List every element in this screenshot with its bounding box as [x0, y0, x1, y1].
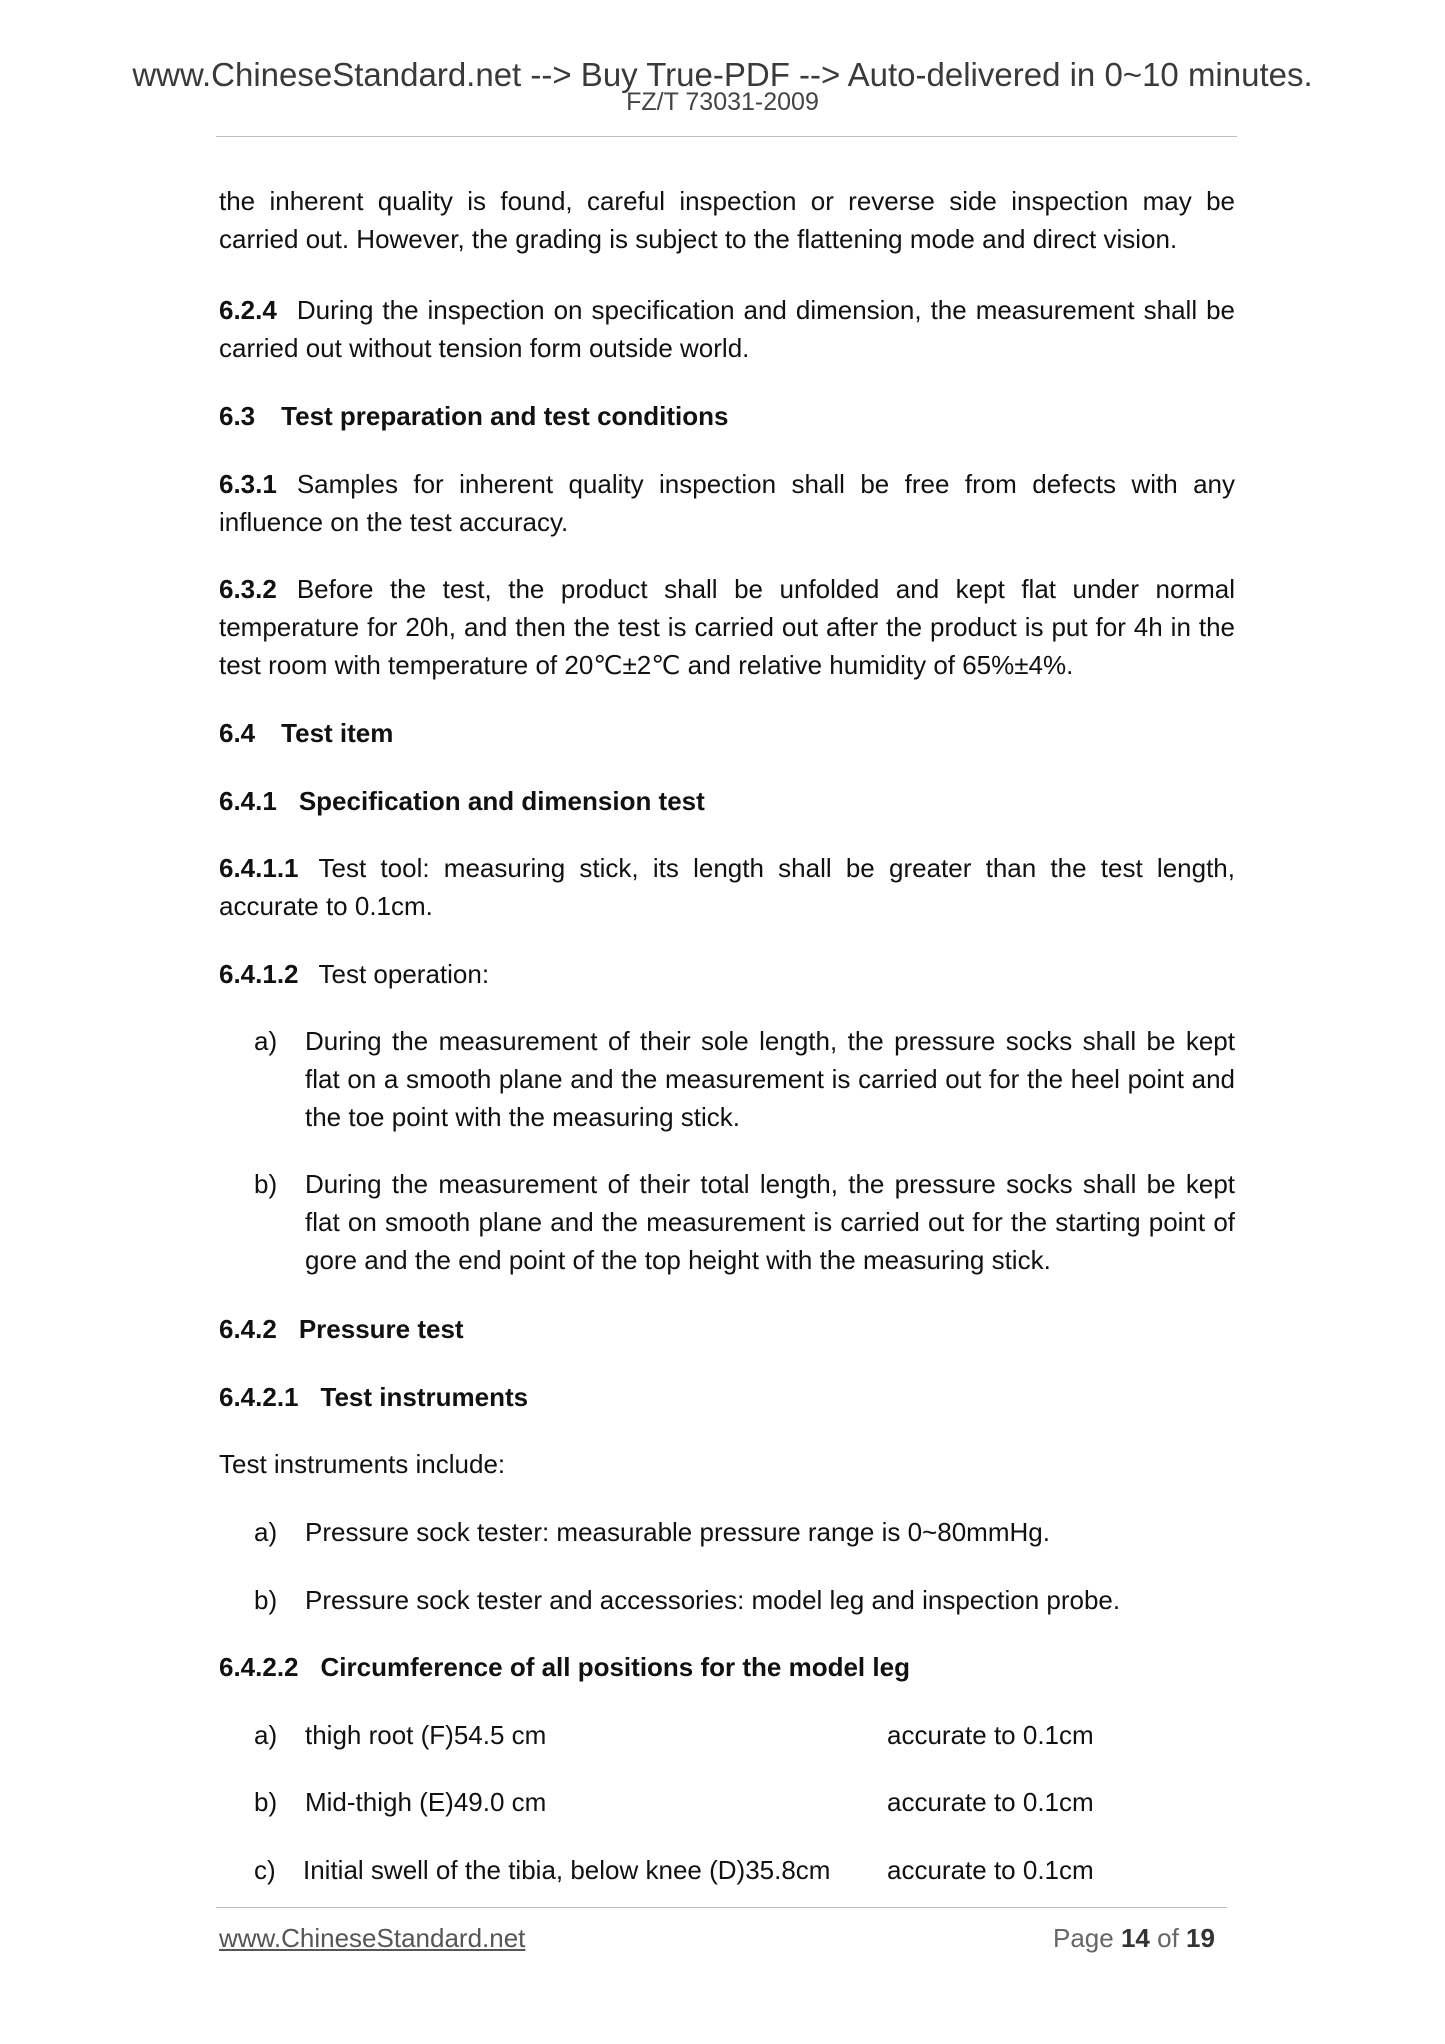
- clause-6-4-1-1: [219, 849, 1235, 925]
- heading-6-4-2-1: [219, 1378, 528, 1416]
- continued-paragraph: the inherent quality is found, careful inspection or reverse side inspection may be carried out. However, the grading is subject to the flattening mode and direct vision.: [219, 186, 1235, 254]
- page-indicator: [1053, 1919, 1215, 1957]
- heading-6-4-2-2: [219, 1648, 910, 1686]
- clause-6-3-2: [219, 570, 1235, 684]
- list-text: Pressure sock tester and accessories: model leg and inspection probe.: [305, 1585, 1121, 1615]
- heading-title: Circumference of all positions for the model leg: [320, 1652, 910, 1682]
- heading-6-3: [219, 397, 729, 435]
- list-item: [219, 1165, 1235, 1279]
- clause-number: 6.3.1: [219, 469, 277, 499]
- heading-number: 6.3: [219, 401, 256, 431]
- header-divider: [216, 136, 1237, 137]
- heading-title: Specification and dimension test: [298, 786, 705, 816]
- list-marker: a): [254, 1517, 278, 1547]
- list-item: [219, 1581, 1235, 1619]
- list-item: [219, 1022, 1235, 1136]
- accuracy-text: accurate to 0.1cm: [887, 1720, 1094, 1750]
- instruments-intro: Test instruments include:: [219, 1449, 506, 1479]
- accuracy-text: accurate to 0.1cm: [887, 1855, 1094, 1885]
- heading-6-4: [219, 714, 393, 752]
- accuracy-text: accurate to 0.1cm: [887, 1787, 1094, 1817]
- page-label: Page: [1053, 1923, 1114, 1953]
- list-marker: b): [254, 1169, 278, 1199]
- circumference-text: Initial swell of the tibia, below knee (D)35.8cm: [303, 1855, 831, 1885]
- clause-6-2-4: [219, 291, 1235, 367]
- clause-number: 6.2.4: [219, 295, 277, 325]
- footer-divider: [216, 1907, 1227, 1908]
- clause-text: Before the test, the product shall be unfolded and kept flat under normal temperature for 20h, and then the test is carried out after the product is put for 4h in the test room with temperature of 20℃±2℃ and relative humidity of 65%±4%.: [219, 574, 1235, 680]
- heading-title: Pressure test: [298, 1314, 464, 1344]
- heading-6-4-2: [219, 1310, 464, 1348]
- clause-text: Test tool: measuring stick, its length shall be greater than the test length, accurate to 0.1cm.: [219, 853, 1235, 921]
- page-current: 14: [1120, 1923, 1150, 1953]
- heading-title: Test instruments: [320, 1382, 529, 1412]
- clause-number: 6.4.1.1: [219, 853, 299, 883]
- footer-site-link[interactable]: www.ChineseStandard.net: [219, 1923, 526, 1953]
- heading-number: 6.4: [219, 718, 256, 748]
- clause-text: Samples for inherent quality inspection shall be free from defects with any influence on the test accuracy.: [219, 469, 1235, 537]
- heading-title: Test preparation and test conditions: [281, 401, 729, 431]
- list-text: Pressure sock tester: measurable pressure range is 0~80mmHg.: [305, 1517, 1050, 1547]
- clause-6-3-1: [219, 465, 1235, 541]
- circumference-text: thigh root (F)54.5 cm: [305, 1720, 547, 1750]
- clause-6-4-1-2: [219, 955, 1235, 993]
- standard-code: FZ/T 73031-2009: [626, 88, 819, 116]
- list-marker: a): [254, 1720, 278, 1750]
- list-text: During the measurement of their total length, the pressure socks shall be kept flat on smooth plane and the measurement is carried out for the starting point of gore and the end point of the top height with the measuring stick.: [305, 1169, 1235, 1275]
- heading-number: 6.4.2: [219, 1314, 277, 1344]
- list-marker: b): [254, 1585, 278, 1615]
- list-marker: b): [254, 1787, 278, 1817]
- clause-text: Test operation:: [318, 959, 490, 989]
- heading-number: 6.4.2.2: [219, 1652, 299, 1682]
- heading-number: 6.4.1: [219, 786, 277, 816]
- list-item: [219, 1513, 1235, 1551]
- heading-number: 6.4.2.1: [219, 1382, 299, 1412]
- top-banner[interactable]: www.ChineseStandard.net --> Buy True-PDF --> Auto-delivered in 0~10 minutes.: [132, 56, 1313, 93]
- heading-6-4-1: [219, 782, 705, 820]
- list-text: During the measurement of their sole length, the pressure socks shall be kept flat on a smooth plane and the measurement is carried out for the heel point and the toe point with the measuring stick.: [305, 1026, 1235, 1132]
- page-of-label: of: [1157, 1923, 1179, 1953]
- heading-title: Test item: [281, 718, 394, 748]
- clause-number: 6.4.1.2: [219, 959, 299, 989]
- clause-number: 6.3.2: [219, 574, 277, 604]
- list-marker: c): [254, 1855, 276, 1885]
- circumference-text: Mid-thigh (E)49.0 cm: [305, 1787, 547, 1817]
- clause-text: During the inspection on specification and dimension, the measurement shall be carried out without tension form outside world.: [219, 295, 1235, 363]
- page-total: 19: [1186, 1923, 1215, 1953]
- list-marker: a): [254, 1026, 278, 1056]
